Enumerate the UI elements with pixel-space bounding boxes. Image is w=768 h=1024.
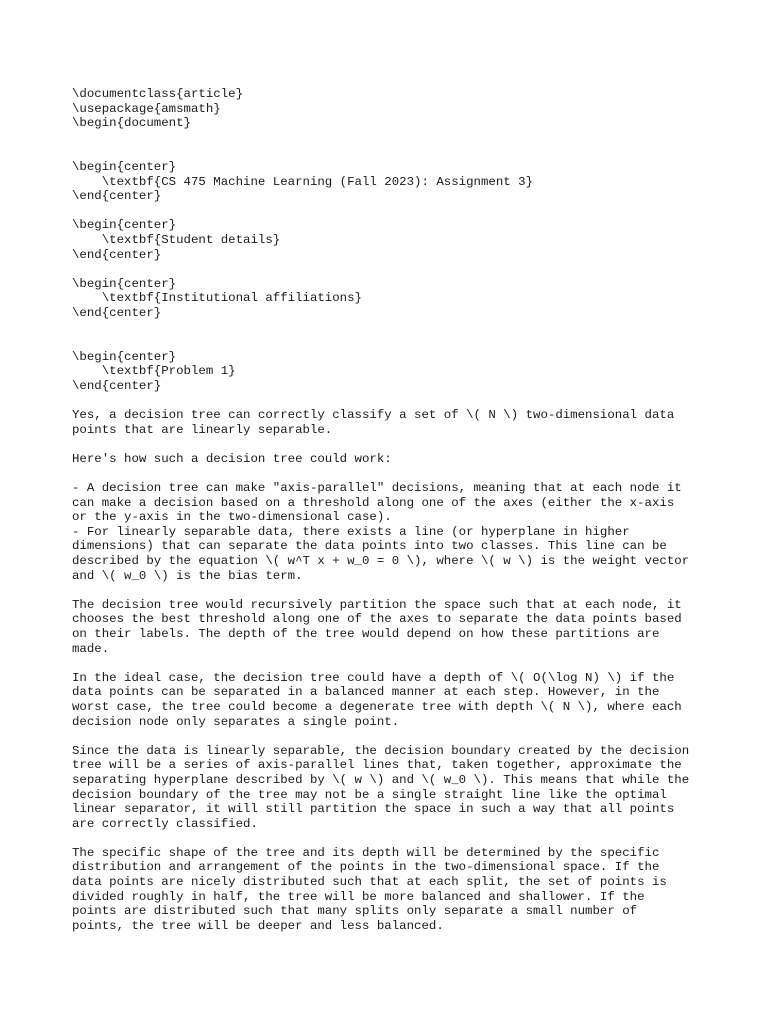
blank-line bbox=[72, 831, 722, 846]
blank-line bbox=[72, 393, 722, 408]
source-line: The decision tree would recursively partition the space such that at each node, it bbox=[72, 597, 682, 612]
source-line: or the y-axis in the two-dimensional case). bbox=[72, 510, 392, 525]
source-line: Yes, a decision tree can correctly classify a set of \( N \) two-dimensional data bbox=[72, 408, 675, 423]
blank-line bbox=[72, 437, 722, 452]
source-line: and \( w_0 \) is the bias term. bbox=[72, 568, 303, 583]
source-line: linear separator, it will still partition the space in such a way that all points bbox=[72, 802, 675, 817]
source-line: worst case, the tree could become a degenerate tree with depth \( N \), where each bbox=[72, 699, 682, 714]
source-line: - A decision tree can make "axis-parallel" decisions, meaning that at each node it bbox=[72, 481, 682, 496]
blank-line bbox=[72, 145, 722, 160]
source-line: \begin{center} bbox=[72, 159, 177, 174]
source-line: points, the tree will be deeper and less balanced. bbox=[72, 918, 444, 933]
source-line: \begin{center} bbox=[72, 276, 177, 291]
source-line: \end{center} bbox=[72, 305, 162, 320]
source-line: separating hyperplane described by \( w \) and \( w_0 \). This means that while the bbox=[72, 772, 690, 787]
source-line: Here's how such a decision tree could work: bbox=[72, 451, 392, 466]
source-line: \textbf{Problem 1} bbox=[72, 364, 236, 379]
source-line: \textbf{Institutional affiliations} bbox=[72, 291, 362, 306]
source-line: Since the data is linearly separable, the decision boundary created by the decision bbox=[72, 743, 690, 758]
source-line: data points are nicely distributed such that at each split, the set of points is bbox=[72, 875, 667, 890]
source-line: \begin{center} bbox=[72, 218, 177, 233]
source-line: described by the equation \( w^T x + w_0 = 0 \), where \( w \) is the weight vector bbox=[72, 554, 690, 568]
blank-line bbox=[72, 204, 722, 219]
latex-source-document bbox=[72, 87, 722, 933]
source-line: \begin{document} bbox=[72, 116, 191, 131]
source-line: \end{center} bbox=[72, 378, 162, 393]
source-line: \textbf{CS 475 Machine Learning (Fall 2023): Assignment 3} bbox=[72, 174, 534, 189]
source-line: decision node only separates a single point. bbox=[72, 714, 400, 729]
source-line: The specific shape of the tree and its depth will be determined by the specific bbox=[72, 845, 660, 860]
source-line: distribution and arrangement of the points in the two-dimensional space. If the bbox=[72, 860, 660, 875]
source-line: divided roughly in half, the tree will be more balanced and shallower. If the bbox=[72, 889, 645, 904]
source-line: are correctly classified. bbox=[72, 816, 258, 831]
source-line: can make a decision based on a threshold along one of the axes (either the x-axis bbox=[72, 495, 675, 510]
source-line: \begin{center} bbox=[72, 349, 177, 364]
source-line: made. bbox=[72, 641, 110, 656]
blank-line bbox=[72, 656, 722, 671]
source-line: \end{center} bbox=[72, 189, 162, 204]
blank-line bbox=[72, 262, 722, 277]
source-line: \end{center} bbox=[72, 247, 162, 262]
source-line: chooses the best threshold along one of the axes to separate the data points based bbox=[72, 612, 682, 627]
source-line: tree will be a series of axis-parallel lines that, taken together, approximate the bbox=[72, 758, 682, 773]
blank-line bbox=[72, 583, 722, 598]
blank-line bbox=[72, 321, 722, 336]
source-line: points that are linearly separable. bbox=[72, 422, 333, 437]
source-line: - For linearly separable data, there exists a line (or hyperplane in higher bbox=[72, 524, 630, 539]
source-line: \textbf{Student details} bbox=[72, 232, 281, 247]
blank-line bbox=[72, 729, 722, 744]
blank-line bbox=[72, 335, 722, 350]
source-line: points are distributed such that many splits only separate a small number of bbox=[72, 904, 638, 919]
source-line: \usepackage{amsmath} bbox=[72, 101, 221, 116]
source-line: decision boundary of the tree may not be a single straight line like the optimal bbox=[72, 787, 667, 802]
blank-line bbox=[72, 131, 722, 146]
source-line: dimensions) that can separate the data points into two classes. This line can be bbox=[72, 539, 667, 554]
source-line: data points can be separated in a balanced manner at each step. However, in the bbox=[72, 685, 660, 700]
blank-line bbox=[72, 466, 722, 481]
source-line: \documentclass{article} bbox=[72, 87, 244, 101]
source-line: on their labels. The depth of the tree would depend on how these partitions are bbox=[72, 626, 660, 641]
source-line: In the ideal case, the decision tree could have a depth of \( O(\log N) \) if the bbox=[72, 670, 675, 685]
